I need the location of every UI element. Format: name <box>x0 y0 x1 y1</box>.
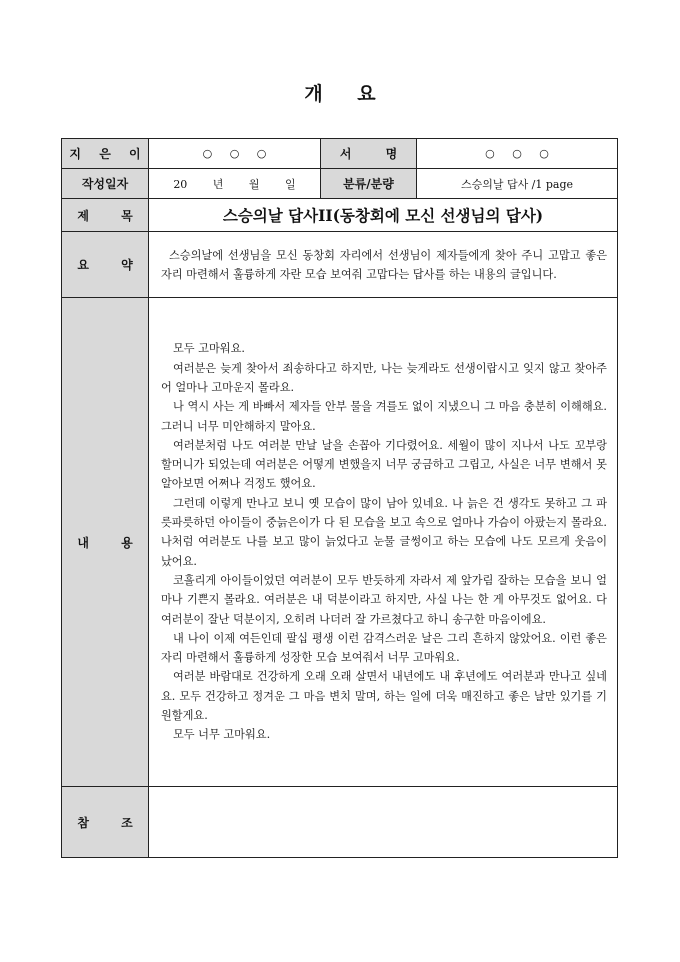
content-paragraph: 모두 너무 고마워요. <box>173 728 271 742</box>
category-value: 스승의날 답사 /1 page <box>417 169 618 199</box>
reference-value <box>149 787 618 858</box>
author-label: 지 은 이 <box>62 139 149 169</box>
subject-value: 스승의날 답사II(동창회에 모신 선생님의 답사) <box>149 199 618 232</box>
subject-label: 제 목 <box>62 199 149 232</box>
author-value: ○ ○ ○ <box>149 139 321 169</box>
category-label: 분류/분량 <box>321 169 417 199</box>
content-text <box>149 298 618 787</box>
content-paragraph: 나 역시 사는 게 바빠서 제자들 안부 물을 겨를도 없이 지냈으니 그 마음 충분히 이해해요. 그러니 너무 미안해하지 말아요. <box>161 400 607 433</box>
content-paragraph: 그런데 이렇게 만나고 보니 옛 모습이 많이 남아 있네요. 나 늙은 건 생각도 못하고 그 파릇파릇하던 아이들이 중늙은이가 다 된 모습을 보고 속으로 얼마나 가슴이 아팠는지 몰라요. 나처럼 여러분도 나를 보고 많이 늙었다고 눈물 글썽이고 하는 모습에 나도 모르게 웃음이 났어요. <box>161 496 607 568</box>
signature-label: 서 명 <box>321 139 417 169</box>
content-label: 내 용 <box>62 298 149 787</box>
overview-table <box>61 138 618 858</box>
page-title: 개 요 <box>304 83 376 105</box>
summary-paragraph: 스승의날에 선생님을 모신 동창회 자리에서 선생님이 제자들에게 찾아 주니 고맙고 좋은 자리 마련해서 훌륭하게 자란 모습 보여줘 고맙다는 답사를 하는 내용의 글입니다. <box>161 248 607 281</box>
content-paragraph: 모두 고마워요. <box>173 342 245 356</box>
content-paragraph: 여러분처럼 나도 여러분 만날 날을 손꼽아 기다렸어요. 세월이 많이 지나서 나도 꼬부랑 할머니가 되었는데 여러분은 어떻게 변했을지 너무 궁금하고 그립고, 사실은 너무 변해서 못 알아보면 어쩌나 걱정도 했어요. <box>161 438 607 491</box>
summary-label: 요 약 <box>62 232 149 298</box>
signature-value: ○ ○ ○ <box>417 139 618 169</box>
summary-text <box>149 232 618 298</box>
date-label: 작성일자 <box>62 169 149 199</box>
content-paragraph: 여러분은 늦게 찾아서 죄송하다고 하지만, 나는 늦게라도 선생이랍시고 잊지 않고 찾아주어 얼마나 고마운지 몰라요. <box>161 361 607 394</box>
content-paragraph: 코흘리게 아이들이었던 여러분이 모두 반듯하게 자라서 제 앞가림 잘하는 모습을 보니 얼마나 기쁜지 몰라요. 여러분은 내 덕분이라고 하지만, 사실 나는 한 게 아무것도 없어요. 다 여러분이 잘난 덕분이지, 오히려 나더러 잘 가르쳤다고 하니 송구한 마음이에요. <box>161 573 607 626</box>
content-paragraph: 여러분 바람대로 건강하게 오래 오래 살면서 내년에도 내 후년에도 여러분과 만나고 싶네요. 모두 건강하고 정겨운 그 마음 변치 말며, 하는 일에 더욱 매진하고 좋은 날만 있기를 기원할게요. <box>161 670 607 723</box>
reference-label: 참 조 <box>62 787 149 858</box>
content-paragraph: 내 나이 이제 여든인데 팔십 평생 이런 감격스러운 날은 그리 흔하지 않았어요. 이런 좋은 자리 마련해서 훌륭하게 성장한 모습 보여줘서 너무 고마워요. <box>161 631 607 665</box>
date-value: 20 년 월 일 <box>149 169 321 199</box>
